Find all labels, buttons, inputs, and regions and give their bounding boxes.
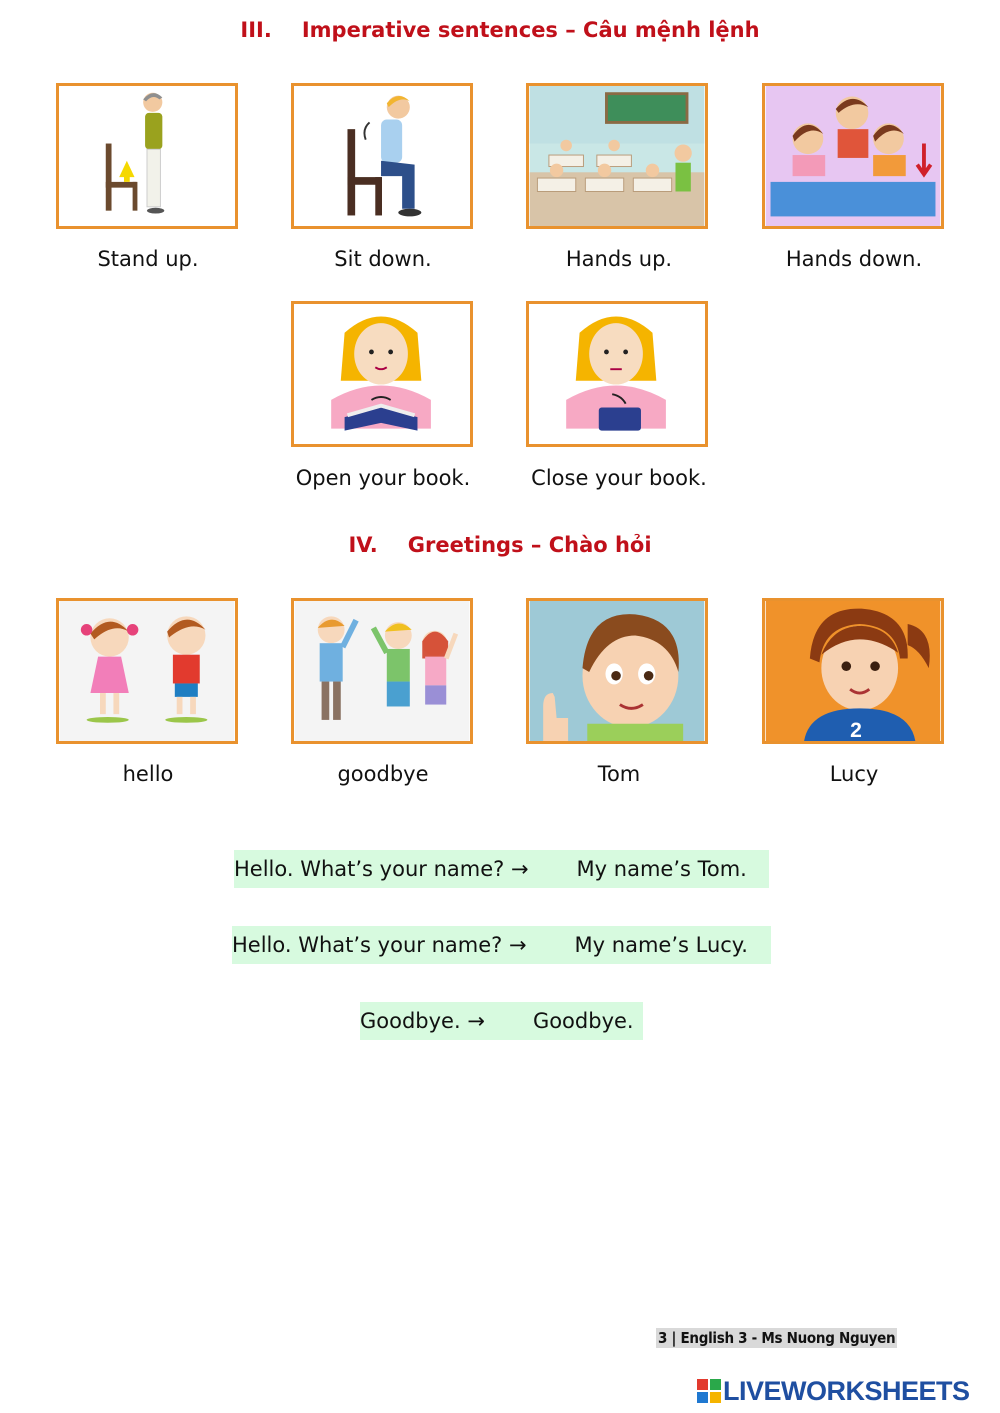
caption-tom: Tom (597, 762, 641, 786)
dialogue-3-question: Goodbye. → (360, 1009, 485, 1033)
dialogue-2-answer: My name’s Lucy. (574, 933, 748, 957)
hello-kids-icon (56, 598, 238, 744)
section-3-title: Imperative sentences – Câu mệnh lệnh (301, 18, 760, 42)
dialogue-1-answer: My name’s Tom. (576, 857, 747, 881)
caption-open-your-book: Open your book. (295, 466, 471, 490)
dialogue-2-question: Hello. What’s your name? → (232, 933, 527, 957)
caption-hands-up: Hands up. (565, 247, 673, 271)
caption-hello: hello (122, 762, 174, 786)
dialogue-line-3 (360, 1002, 643, 1040)
section-3-number: III. (240, 18, 272, 42)
section-3-heading (0, 18, 1000, 42)
sit-down-icon (291, 83, 473, 229)
tom-portrait-icon (526, 598, 708, 744)
goodbye-kids-icon (291, 598, 473, 744)
caption-lucy: Lucy (829, 762, 879, 786)
stand-up-icon (56, 83, 238, 229)
section-4-number: IV. (348, 533, 378, 557)
dialogue-line-2 (232, 926, 771, 964)
section-4-title: Greetings – Chào hỏi (407, 533, 652, 557)
dialogue-1-question: Hello. What’s your name? → (234, 857, 529, 881)
caption-stand-up: Stand up. (97, 247, 199, 271)
svg-text:2: 2 (850, 719, 862, 741)
dialogue-3-answer: Goodbye. (532, 1009, 634, 1033)
hands-up-classroom-icon (526, 83, 708, 229)
caption-hands-down: Hands down. (785, 247, 923, 271)
close-book-icon (526, 301, 708, 447)
dialogue-line-1 (234, 850, 769, 888)
caption-close-your-book: Close your book. (531, 466, 707, 490)
hands-down-icon (762, 83, 944, 229)
liveworksheets-logo-icon (697, 1379, 721, 1403)
open-book-icon (291, 301, 473, 447)
page-footer: 3 | English 3 - Ms Nuong Nguyen (658, 1329, 896, 1347)
section-4-heading (0, 533, 1000, 557)
caption-goodbye: goodbye (337, 762, 429, 786)
brand-name: LIVEWORKSHEETS (723, 1376, 970, 1406)
caption-sit-down: Sit down. (334, 247, 432, 271)
lucy-portrait-icon (762, 598, 944, 744)
liveworksheets-brand[interactable] (697, 1376, 970, 1407)
